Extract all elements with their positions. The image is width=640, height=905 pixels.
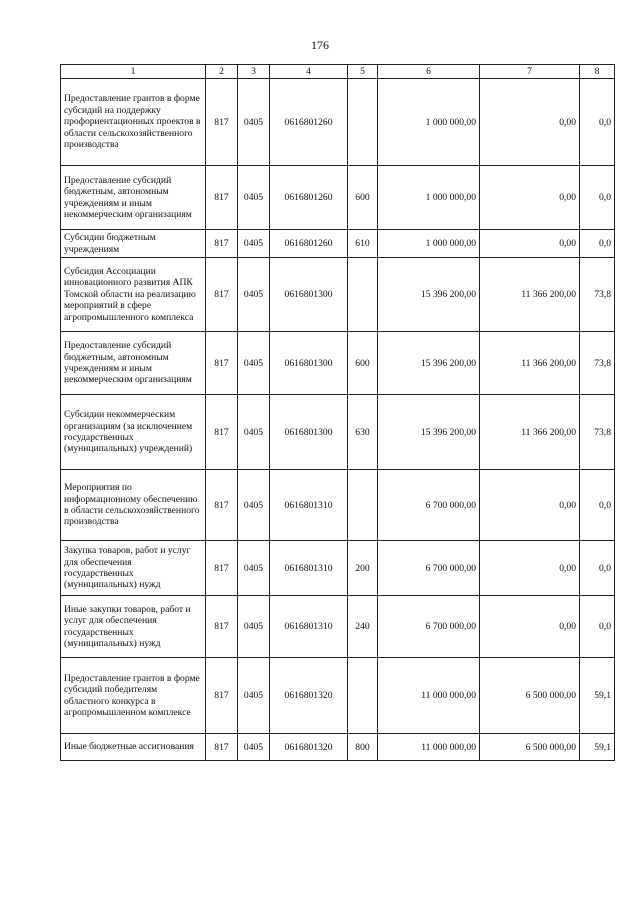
row-name: Предоставление грантов в форме субсидий на поддержку профориентационных проектов в области сельскохозяйственного производства [61, 79, 206, 166]
cell-amount-6: 6 700 000,00 [378, 470, 480, 541]
cell-code-5: 630 [348, 395, 378, 470]
cell-code-5: 610 [348, 230, 378, 258]
cell-code-3: 0405 [238, 658, 270, 734]
row-name: Закупка товаров, работ и услуг для обеспечения государственных (муниципальных) нужд [61, 541, 206, 596]
cell-percent-8: 0,0 [580, 166, 615, 230]
cell-code-5: 600 [348, 166, 378, 230]
cell-amount-7: 0,00 [480, 230, 580, 258]
cell-code-2: 817 [206, 258, 238, 332]
cell-code-4: 0616801260 [270, 230, 348, 258]
cell-code-5: 200 [348, 541, 378, 596]
table-row [61, 79, 615, 166]
cell-amount-6: 1 000 000,00 [378, 166, 480, 230]
table-row [61, 395, 615, 470]
cell-code-3: 0405 [238, 332, 270, 395]
cell-percent-8: 73,8 [580, 332, 615, 395]
header-cell: 5 [348, 65, 378, 79]
cell-code-3: 0405 [238, 79, 270, 166]
cell-code-2: 817 [206, 541, 238, 596]
cell-code-3: 0405 [238, 395, 270, 470]
cell-amount-7: 0,00 [480, 79, 580, 166]
cell-code-5 [348, 658, 378, 734]
cell-code-2: 817 [206, 166, 238, 230]
cell-amount-7: 11 366 200,00 [480, 332, 580, 395]
cell-code-4: 0616801260 [270, 166, 348, 230]
cell-code-5: 600 [348, 332, 378, 395]
cell-code-3: 0405 [238, 470, 270, 541]
table-row [61, 596, 615, 658]
cell-code-2: 817 [206, 332, 238, 395]
cell-amount-7: 6 500 000,00 [480, 658, 580, 734]
header-cell: 4 [270, 65, 348, 79]
cell-percent-8: 73,8 [580, 258, 615, 332]
cell-code-4: 0616801320 [270, 658, 348, 734]
cell-amount-6: 11 000 000,00 [378, 658, 480, 734]
table-row [61, 230, 615, 258]
row-name: Предоставление грантов в форме субсидий победителям областного конкурса в агропромышленном комплексе [61, 658, 206, 734]
cell-amount-6: 11 000 000,00 [378, 734, 480, 761]
cell-code-4: 0616801260 [270, 79, 348, 166]
cell-code-4: 0616801320 [270, 734, 348, 761]
header-cell: 6 [378, 65, 480, 79]
row-name: Субсидии некоммерческим организациям (за исключением государственных (муниципальных) учреждений) [61, 395, 206, 470]
cell-amount-7: 0,00 [480, 596, 580, 658]
header-cell: 8 [580, 65, 615, 79]
table-row [61, 258, 615, 332]
header-cell: 7 [480, 65, 580, 79]
header-cell: 2 [206, 65, 238, 79]
cell-amount-7: 0,00 [480, 470, 580, 541]
row-name: Предоставление субсидий бюджетным, автономным учреждениям и иным некоммерческим организациям [61, 332, 206, 395]
table-row [61, 166, 615, 230]
cell-amount-7: 0,00 [480, 166, 580, 230]
header-cell: 1 [61, 65, 206, 79]
cell-amount-7: 6 500 000,00 [480, 734, 580, 761]
table-row [61, 734, 615, 761]
cell-code-5: 240 [348, 596, 378, 658]
cell-code-5: 800 [348, 734, 378, 761]
cell-code-4: 0616801300 [270, 395, 348, 470]
cell-amount-6: 15 396 200,00 [378, 332, 480, 395]
cell-code-2: 817 [206, 230, 238, 258]
cell-percent-8: 0,0 [580, 230, 615, 258]
cell-amount-6: 6 700 000,00 [378, 541, 480, 596]
cell-percent-8: 73,8 [580, 395, 615, 470]
cell-percent-8: 0,0 [580, 470, 615, 541]
cell-code-3: 0405 [238, 596, 270, 658]
cell-code-5 [348, 470, 378, 541]
row-name: Субсидия Ассоциации инновационного развития АПК Томской области на реализацию мероприятий в сфере агропромышленного комплекса [61, 258, 206, 332]
cell-code-3: 0405 [238, 541, 270, 596]
cell-code-3: 0405 [238, 166, 270, 230]
cell-code-4: 0616801310 [270, 596, 348, 658]
cell-amount-6: 1 000 000,00 [378, 230, 480, 258]
row-name: Мероприятия по информационному обеспечению в области сельскохозяйственного производства [61, 470, 206, 541]
cell-code-4: 0616801300 [270, 258, 348, 332]
table-row [61, 332, 615, 395]
cell-percent-8: 0,0 [580, 596, 615, 658]
budget-table [60, 64, 615, 761]
cell-percent-8: 0,0 [580, 79, 615, 166]
cell-code-2: 817 [206, 79, 238, 166]
cell-code-4: 0616801310 [270, 470, 348, 541]
cell-code-2: 817 [206, 596, 238, 658]
cell-code-3: 0405 [238, 230, 270, 258]
table-row [61, 541, 615, 596]
cell-amount-7: 11 366 200,00 [480, 395, 580, 470]
cell-amount-6: 1 000 000,00 [378, 79, 480, 166]
cell-percent-8: 59,1 [580, 658, 615, 734]
row-name: Субсидии бюджетным учреждениям [61, 230, 206, 258]
cell-code-5 [348, 79, 378, 166]
cell-code-5 [348, 258, 378, 332]
cell-amount-6: 6 700 000,00 [378, 596, 480, 658]
cell-amount-7: 11 366 200,00 [480, 258, 580, 332]
cell-code-2: 817 [206, 658, 238, 734]
table-row [61, 470, 615, 541]
table-row [61, 658, 615, 734]
cell-code-4: 0616801300 [270, 332, 348, 395]
cell-amount-7: 0,00 [480, 541, 580, 596]
cell-code-3: 0405 [238, 258, 270, 332]
cell-percent-8: 0,0 [580, 541, 615, 596]
cell-code-4: 0616801310 [270, 541, 348, 596]
row-name: Иные бюджетные ассигнования [61, 734, 206, 761]
header-cell: 3 [238, 65, 270, 79]
cell-percent-8: 59,1 [580, 734, 615, 761]
cell-code-2: 817 [206, 734, 238, 761]
cell-amount-6: 15 396 200,00 [378, 258, 480, 332]
cell-amount-6: 15 396 200,00 [378, 395, 480, 470]
cell-code-3: 0405 [238, 734, 270, 761]
cell-code-2: 817 [206, 395, 238, 470]
cell-code-2: 817 [206, 470, 238, 541]
row-name: Предоставление субсидий бюджетным, автономным учреждениям и иным некоммерческим организациям [61, 166, 206, 230]
row-name: Иные закупки товаров, работ и услуг для обеспечения государственных (муниципальных) нужд [61, 596, 206, 658]
page-number: 176 [311, 38, 329, 52]
header-row [61, 65, 615, 79]
